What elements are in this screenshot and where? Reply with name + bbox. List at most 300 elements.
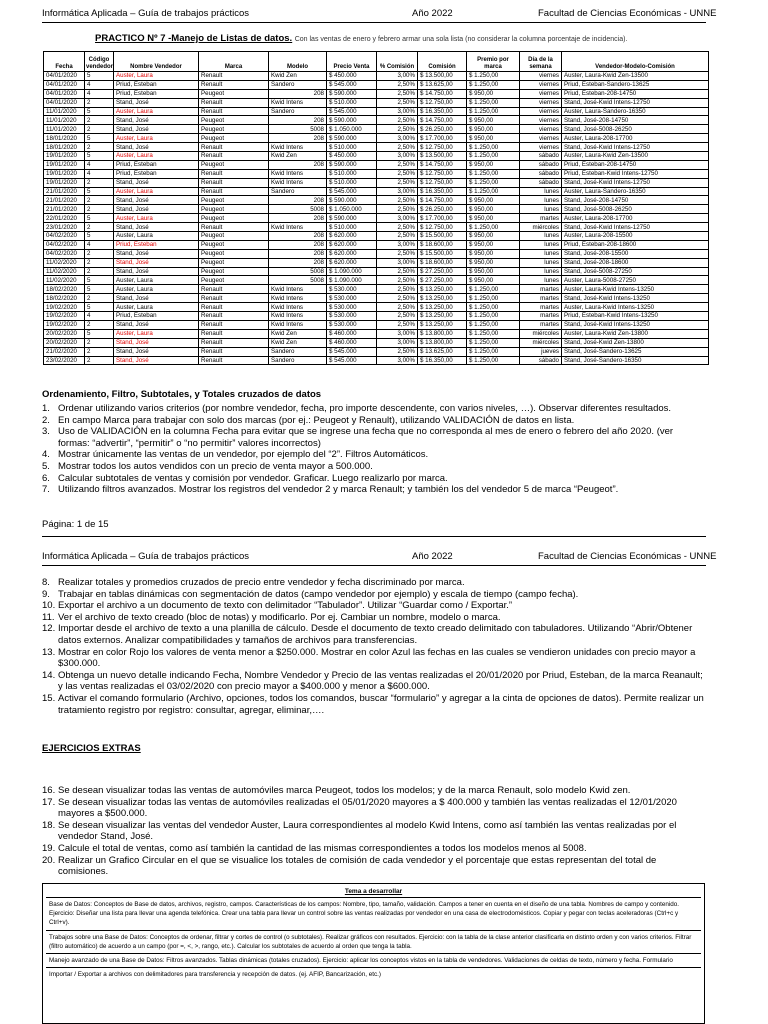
- cell-comision: $ 12.750,00: [418, 98, 467, 107]
- cell-fecha: 19/02/2020: [44, 303, 85, 312]
- cell-marca: Peugeot: [199, 116, 269, 125]
- cell-modelo: Kwid Intens: [269, 178, 327, 187]
- cell-comision: $ 13.500,00: [418, 152, 467, 161]
- list-item-number: 14.: [42, 669, 56, 681]
- cell-pct: 2,50%: [377, 116, 418, 125]
- cell-premio: $ 950,00: [467, 116, 520, 125]
- table-row: [44, 196, 709, 205]
- cell-fecha: 20/02/2020: [44, 329, 85, 338]
- cell-vmc: Priud, Esteban-Kwid Intens-12750: [562, 169, 709, 178]
- cell-dia: lunes: [520, 232, 562, 241]
- cell-modelo: Kwid Intens: [269, 303, 327, 312]
- cell-modelo: Kwid Intens: [269, 223, 327, 232]
- cell-nombre: Auster, Laura: [114, 276, 199, 285]
- cell-pct: 3,00%: [377, 152, 418, 161]
- list-item-number: 17.: [42, 796, 56, 808]
- cell-comision: $ 13.250,00: [418, 285, 467, 294]
- cell-modelo: 5008: [269, 267, 327, 276]
- cell-modelo: Kwid Intens: [269, 320, 327, 329]
- list-item-text: Utilizando filtros avanzados. Mostrar los registros del vendedor 2 y marca Renault; y también los del vendedor 5 de marca “Peugeot”.: [58, 484, 619, 496]
- list-item-number: 7.: [42, 484, 50, 496]
- cell-modelo: Sandero: [269, 107, 327, 116]
- table-row: [44, 134, 709, 143]
- cell-comision: $ 15.500,00: [418, 249, 467, 258]
- cell-modelo: Sandero: [269, 347, 327, 356]
- cell-fecha: 11/01/2020: [44, 116, 85, 125]
- cell-comision: $ 27.250,00: [418, 267, 467, 276]
- cell-modelo: Kwid Zen: [269, 72, 327, 81]
- list-item-text: Se desean visualizar todas las ventas de automóviles realizadas el 05/01/2020 mayores a $ 400.000 y también las ventas realizadas el 12/01/2020 mayores a $500.000.: [58, 796, 677, 820]
- cell-nombre: Stand, José: [114, 196, 199, 205]
- cell-fecha: 19/01/2020: [44, 160, 85, 169]
- cell-fecha: 11/01/2020: [44, 125, 85, 134]
- cell-codigo: 4: [85, 89, 114, 98]
- cell-modelo: Kwid Zen: [269, 338, 327, 347]
- cell-vmc: Stand, José-208-18600: [562, 258, 709, 267]
- list-item: [42, 855, 704, 878]
- cell-pct: 3,00%: [377, 356, 418, 365]
- cell-comision: $ 16.350,00: [418, 187, 467, 196]
- cell-pct: 2,50%: [377, 178, 418, 187]
- table-row: [44, 107, 709, 116]
- cell-nombre: Stand, José: [114, 294, 199, 303]
- cell-pct: 2,50%: [377, 267, 418, 276]
- cell-premio: $ 950,00: [467, 240, 520, 249]
- cell-pct: 2,50%: [377, 320, 418, 329]
- list-item-number: 8.: [42, 577, 50, 588]
- cell-pct: 3,00%: [377, 214, 418, 223]
- list-item-text: Se desean visualizar las ventas del vendedor Auster, Laura correspondientes al modelo Kwid Intens, como así también las ventas realizadas por el vendedor Stand, José.: [58, 819, 677, 843]
- cell-comision: $ 14.750,00: [418, 89, 467, 98]
- list-item: [42, 843, 704, 855]
- cell-nombre: Stand, José: [114, 125, 199, 134]
- cell-precio: $ 590.000: [327, 89, 377, 98]
- list-item-number: 1.: [42, 403, 50, 414]
- cell-pct: 2,50%: [377, 232, 418, 241]
- cell-marca: Peugeot: [199, 232, 269, 241]
- table-row: [44, 98, 709, 107]
- list-item: [42, 600, 704, 612]
- list-item: [42, 612, 704, 624]
- cell-comision: $ 14.750,00: [418, 116, 467, 125]
- cell-pct: 2,50%: [377, 125, 418, 134]
- table-row: [44, 258, 709, 267]
- cell-vmc: Stand, José-208-14750: [562, 196, 709, 205]
- cell-vmc: Auster, Laura-Sandero-16350: [562, 187, 709, 196]
- cell-nombre: Priud, Esteban: [114, 312, 199, 321]
- cell-precio: $ 530.000: [327, 320, 377, 329]
- cell-vmc: Auster, Laura-Kwid Zen-13500: [562, 152, 709, 161]
- cell-modelo: 208: [269, 232, 327, 241]
- cell-fecha: 04/01/2020: [44, 89, 85, 98]
- cell-marca: Renault: [199, 98, 269, 107]
- cell-marca: Peugeot: [199, 196, 269, 205]
- cell-modelo: 208: [269, 134, 327, 143]
- cell-vmc: Auster, Laura-Kwid Zen-13500: [562, 72, 709, 81]
- cell-modelo: 5008: [269, 276, 327, 285]
- list-item-text: Se desean visualizar todas las ventas de automóviles marca Peugeot, todos los modelos; y de la marca Renault, solo modelo Kwid zen.: [58, 785, 631, 796]
- cell-fecha: 19/01/2020: [44, 178, 85, 187]
- cell-pct: 2,50%: [377, 80, 418, 89]
- cell-nombre: Stand, José: [114, 178, 199, 187]
- cell-marca: Peugeot: [199, 258, 269, 267]
- cell-comision: $ 27.250,00: [418, 276, 467, 285]
- cell-nombre: Stand, José: [114, 320, 199, 329]
- cell-nombre: Priud, Esteban: [114, 169, 199, 178]
- page-break-line: [42, 536, 706, 537]
- course-title: Informática Aplicada – Guía de trabajos prácticos: [42, 8, 250, 19]
- cell-pct: 3,00%: [377, 258, 418, 267]
- cell-nombre: Priud, Esteban: [114, 89, 199, 98]
- col-header-marca: Marca: [199, 52, 269, 72]
- extras-list: [42, 785, 704, 878]
- course-title: Informática Aplicada – Guía de trabajos prácticos: [42, 551, 250, 562]
- cell-fecha: 23/01/2020: [44, 223, 85, 232]
- cell-codigo: 4: [85, 80, 114, 89]
- cell-modelo: Sandero: [269, 187, 327, 196]
- cell-dia: viernes: [520, 98, 562, 107]
- cell-fecha: 11/02/2020: [44, 267, 85, 276]
- cell-nombre: Stand, José: [114, 267, 199, 276]
- table-row: [44, 205, 709, 214]
- table-row: [44, 223, 709, 232]
- cell-precio: $ 1.090.000: [327, 267, 377, 276]
- cell-nombre: Stand, José: [114, 116, 199, 125]
- cell-fecha: 19/02/2020: [44, 320, 85, 329]
- cell-comision: $ 16.350,00: [418, 107, 467, 116]
- list-item: [42, 473, 707, 485]
- cell-dia: martes: [520, 303, 562, 312]
- cell-marca: Peugeot: [199, 214, 269, 223]
- cell-fecha: 04/01/2020: [44, 98, 85, 107]
- cell-nombre: Auster, Laura: [114, 285, 199, 294]
- cell-precio: $ 510.000: [327, 178, 377, 187]
- list-item-number: 16.: [42, 785, 56, 796]
- cell-marca: Renault: [199, 356, 269, 365]
- col-header-comision: Comisión: [418, 52, 467, 72]
- cell-pct: 2,50%: [377, 347, 418, 356]
- cell-premio: $ 950,00: [467, 249, 520, 258]
- cell-pct: 2,50%: [377, 249, 418, 258]
- cell-premio: $ 1.250,00: [467, 107, 520, 116]
- cell-fecha: 18/02/2020: [44, 294, 85, 303]
- cell-fecha: 18/01/2020: [44, 143, 85, 152]
- list-item-number: 5.: [42, 460, 50, 472]
- cell-marca: Renault: [199, 312, 269, 321]
- cell-fecha: 21/02/2020: [44, 347, 85, 356]
- cell-vmc: Auster, Laura-208-15500: [562, 232, 709, 241]
- cell-codigo: 4: [85, 160, 114, 169]
- cell-dia: viernes: [520, 125, 562, 134]
- list-item-text: Trabajar en tablas dinámicas con segmentación de datos (campo vendedor por ejemplo) y escala de tiempo (campo fecha).: [58, 588, 579, 600]
- cell-dia: jueves: [520, 347, 562, 356]
- topics-title: Tema a desarrollar: [46, 886, 701, 898]
- cell-codigo: 5: [85, 214, 114, 223]
- cell-codigo: 2: [85, 116, 114, 125]
- page-number: Página: 1 de 15: [42, 519, 109, 530]
- cell-codigo: 2: [85, 338, 114, 347]
- cell-dia: miércoles: [520, 223, 562, 232]
- table-row: [44, 152, 709, 161]
- cell-vmc: Priud, Esteban-208-18600: [562, 240, 709, 249]
- topics-box: [42, 883, 705, 1024]
- cell-vmc: Stand, José-5008-27250: [562, 267, 709, 276]
- cell-codigo: 2: [85, 347, 114, 356]
- cell-premio: $ 950,00: [467, 276, 520, 285]
- list-item: [42, 403, 707, 415]
- cell-codigo: 5: [85, 72, 114, 81]
- list-item-number: 10.: [42, 600, 56, 612]
- cell-vmc: Stand, José-Kwid Intens-13250: [562, 320, 709, 329]
- cell-pct: 3,00%: [377, 72, 418, 81]
- cell-vmc: Stand, José-Kwid Zen-13800: [562, 338, 709, 347]
- cell-fecha: 11/02/2020: [44, 258, 85, 267]
- table-row: [44, 80, 709, 89]
- list-item-number: 2.: [42, 414, 50, 426]
- cell-nombre: Priud, Esteban: [114, 80, 199, 89]
- cell-nombre: Auster, Laura: [114, 134, 199, 143]
- cell-precio: $ 460.000: [327, 338, 377, 347]
- cell-pct: 2,50%: [377, 169, 418, 178]
- cell-fecha: 21/01/2020: [44, 196, 85, 205]
- cell-precio: $ 545.000: [327, 187, 377, 196]
- cell-premio: $ 1.250,00: [467, 187, 520, 196]
- cell-premio: $ 1.250,00: [467, 143, 520, 152]
- cell-codigo: 2: [85, 356, 114, 365]
- cell-comision: $ 26.250,00: [418, 125, 467, 134]
- cell-dia: martes: [520, 214, 562, 223]
- cell-nombre: Stand, José: [114, 205, 199, 214]
- col-header-vmc: Vendedor-Modelo-Comisión: [562, 52, 709, 72]
- cell-precio: $ 590.000: [327, 116, 377, 125]
- cell-premio: $ 950,00: [467, 160, 520, 169]
- cell-nombre: Stand, José: [114, 249, 199, 258]
- list-item: [42, 820, 704, 843]
- cell-nombre: Auster, Laura: [114, 72, 199, 81]
- cell-dia: martes: [520, 285, 562, 294]
- cell-precio: $ 510.000: [327, 143, 377, 152]
- topic-row: Trabajos sobre una Base de Datos: Conceptos de ordenar, filtrar y cortes de control (o subtotales). Realizar gráficos con resultados. Ejercicio: con la tabla de la clase anterior clasificarla en distinto orden y con varios criterios. Filtrar (filtro automático) de acuerdo a un campo (por =, <, >, rango, etc.). Calcular los subtotales de acuerdo al orden que tenga la tabla.: [46, 931, 701, 954]
- cell-marca: Renault: [199, 143, 269, 152]
- table-row: [44, 356, 709, 365]
- cell-codigo: 5: [85, 107, 114, 116]
- sales-table: [43, 51, 709, 365]
- table-row: [44, 285, 709, 294]
- cell-comision: $ 17.700,00: [418, 134, 467, 143]
- list-item-number: 11.: [42, 611, 55, 623]
- list-item: [42, 577, 704, 589]
- list-item-number: 6.: [42, 472, 50, 484]
- table-row: [44, 232, 709, 241]
- col-header-codigo: Código vendedor: [85, 52, 114, 72]
- cell-precio: $ 530.000: [327, 294, 377, 303]
- cell-vmc: Stand, José-208-15500: [562, 249, 709, 258]
- col-header-nombre: Nombre Vendedor: [114, 52, 199, 72]
- cell-modelo: 208: [269, 160, 327, 169]
- cell-premio: $ 1.250,00: [467, 338, 520, 347]
- cell-pct: 2,50%: [377, 303, 418, 312]
- cell-modelo: 208: [269, 249, 327, 258]
- cell-codigo: 5: [85, 276, 114, 285]
- cell-pct: 3,00%: [377, 187, 418, 196]
- topic-row: Manejo avanzado de una Base de Datos: Filtros avanzados. Tablas dinámicas (totales cruzados). Ejercicio: aplicar los conceptos vistos en la tabla de vendedores. Validaciones de celdas de texto, número y fecha. Formulario: [46, 954, 701, 968]
- cell-pct: 2,50%: [377, 223, 418, 232]
- cell-modelo: Sandero: [269, 356, 327, 365]
- cell-vmc: Stand, José-Kwid Intens-12750: [562, 178, 709, 187]
- cell-codigo: 2: [85, 178, 114, 187]
- cell-precio: $ 620.000: [327, 249, 377, 258]
- sales-table-body: [44, 72, 709, 365]
- cell-fecha: 19/01/2020: [44, 152, 85, 161]
- cell-vmc: Priud, Esteban-Sandero-13625: [562, 80, 709, 89]
- cell-pct: 2,50%: [377, 205, 418, 214]
- list-item-number: 12.: [42, 623, 56, 635]
- table-row: [44, 312, 709, 321]
- cell-dia: viernes: [520, 143, 562, 152]
- cell-dia: martes: [520, 320, 562, 329]
- list-item-text: Uso de VALIDACIÓN en la columna Fecha para evitar que se ingrese una fecha que no corresponda al mes de enero o febrero del año 2020. (ver formas: “advertir”, “permitir” o “no permitir” valores incorrectos): [58, 426, 674, 449]
- practice-note: Con las ventas de enero y febrero armar una sola lista (no considerar la columna porcentaje de incidencia).: [294, 36, 628, 43]
- list-item: [42, 449, 707, 461]
- cell-modelo: 208: [269, 116, 327, 125]
- cell-marca: Renault: [199, 320, 269, 329]
- col-header-pct: % Comisión: [377, 52, 418, 72]
- cell-pct: 3,00%: [377, 329, 418, 338]
- cell-precio: $ 1.050.000: [327, 125, 377, 134]
- cell-pct: 2,50%: [377, 294, 418, 303]
- cell-premio: $ 1.250,00: [467, 152, 520, 161]
- cell-precio: $ 590.000: [327, 134, 377, 143]
- cell-nombre: Auster, Laura: [114, 107, 199, 116]
- cell-comision: $ 13.250,00: [418, 294, 467, 303]
- cell-fecha: 04/02/2020: [44, 232, 85, 241]
- cell-marca: Peugeot: [199, 89, 269, 98]
- cell-pct: 2,50%: [377, 196, 418, 205]
- table-row: [44, 320, 709, 329]
- list-item-text: Ver el archivo de texto creado (bloc de notas) y modificarlo. Por ej. Cambiar un nombre, modelo o marca.: [58, 611, 501, 623]
- table-row: [44, 276, 709, 285]
- cell-precio: $ 590.000: [327, 196, 377, 205]
- cell-marca: Renault: [199, 72, 269, 81]
- cell-dia: sábado: [520, 178, 562, 187]
- cell-modelo: 5008: [269, 205, 327, 214]
- table-row: [44, 72, 709, 81]
- cell-marca: Peugeot: [199, 205, 269, 214]
- practice-title-line: [95, 33, 627, 44]
- cell-codigo: 5: [85, 285, 114, 294]
- cell-premio: $ 1.250,00: [467, 72, 520, 81]
- cell-comision: $ 13.250,00: [418, 303, 467, 312]
- cell-comision: $ 18.600,00: [418, 240, 467, 249]
- cell-marca: Renault: [199, 347, 269, 356]
- cell-codigo: 2: [85, 205, 114, 214]
- table-row: [44, 89, 709, 98]
- cell-vmc: Stand, José-Sandero-16350: [562, 356, 709, 365]
- cell-fecha: 21/01/2020: [44, 205, 85, 214]
- table-row: [44, 267, 709, 276]
- table-row: [44, 294, 709, 303]
- list-item-text: Activar el comando formulario (Archivo, opciones, todos los comandos, buscar “formulario” y agregar a la cinta de opciones de datos). Permite realizar un tratamiento registro por registro: consultar, agregar, eliminar,….: [58, 692, 704, 716]
- header-faculty: Facultad de Ciencias Económicas - UNNE: [538, 8, 717, 19]
- table-row: [44, 303, 709, 312]
- cell-marca: Renault: [199, 107, 269, 116]
- cell-premio: $ 950,00: [467, 214, 520, 223]
- table-row: [44, 187, 709, 196]
- cell-dia: lunes: [520, 187, 562, 196]
- cell-modelo: Kwid Intens: [269, 143, 327, 152]
- cell-dia: miércoles: [520, 329, 562, 338]
- cell-premio: $ 1.250,00: [467, 223, 520, 232]
- cell-modelo: 208: [269, 89, 327, 98]
- list-item-text: Realizar totales y promedios cruzados de precio entre vendedor y fecha discriminado por marca.: [58, 577, 465, 588]
- cell-comision: $ 13.625,00: [418, 347, 467, 356]
- cell-pct: 3,00%: [377, 134, 418, 143]
- cell-premio: $ 1.250,00: [467, 356, 520, 365]
- cell-dia: sábado: [520, 169, 562, 178]
- cell-fecha: 04/01/2020: [44, 72, 85, 81]
- cell-vmc: Stand, José-Kwid Intens-12750: [562, 223, 709, 232]
- cell-fecha: 19/02/2020: [44, 312, 85, 321]
- cell-modelo: 5008: [269, 125, 327, 134]
- table-header-row: [44, 52, 709, 72]
- list-item: [42, 623, 704, 646]
- cell-fecha: 18/01/2020: [44, 134, 85, 143]
- cell-codigo: 2: [85, 125, 114, 134]
- cell-dia: sábado: [520, 152, 562, 161]
- cell-precio: $ 530.000: [327, 312, 377, 321]
- cell-vmc: Stand, José-Kwid Intens-13250: [562, 294, 709, 303]
- cell-dia: lunes: [520, 240, 562, 249]
- list-item: [42, 461, 707, 473]
- cell-marca: Renault: [199, 80, 269, 89]
- cell-vmc: Auster, Laura-208-17700: [562, 214, 709, 223]
- cell-marca: Renault: [199, 178, 269, 187]
- list-item-text: En campo Marca para trabajar con solo dos marcas (por ej.: Peugeot y Renault), utilizando VALIDACIÓN de datos en lista.: [58, 414, 575, 426]
- cell-comision: $ 12.750,00: [418, 178, 467, 187]
- cell-precio: $ 545.000: [327, 347, 377, 356]
- cell-comision: $ 18.600,00: [418, 258, 467, 267]
- practice-title: PRACTICO Nº 7 -Manejo de Listas de datos.: [95, 33, 293, 44]
- list-item-number: 3.: [42, 426, 50, 438]
- list-item: [42, 426, 707, 449]
- cell-precio: $ 510.000: [327, 98, 377, 107]
- cell-comision: $ 12.750,00: [418, 169, 467, 178]
- col-header-fecha: Fecha: [44, 52, 85, 72]
- cell-vmc: Stand, José-Kwid Intens-12750: [562, 143, 709, 152]
- list-item-text: Ordenar utilizando varios criterios (por nombre vendedor, fecha, pro importe descendente, con varios niveles, …). Observar diferentes resultados.: [58, 403, 672, 414]
- cell-precio: $ 510.000: [327, 169, 377, 178]
- cell-marca: Peugeot: [199, 276, 269, 285]
- list-item-text: Obtenga un nuevo detalle indicando Fecha, Nombre Vendedor y Precio de las ventas realizadas el 20/01/2020 por Priud, Esteban, de la marca Reanault; y las ventas realizadas el 03/02/2020 con precio mayor a $400.000 y menor a $600.000.: [58, 669, 703, 693]
- cell-dia: viernes: [520, 89, 562, 98]
- list-item: [42, 670, 704, 693]
- cell-fecha: 04/02/2020: [44, 249, 85, 258]
- cell-codigo: 4: [85, 240, 114, 249]
- cell-dia: lunes: [520, 267, 562, 276]
- table-row: [44, 214, 709, 223]
- cell-precio: $ 590.000: [327, 160, 377, 169]
- cell-vmc: Stand, José-5008-26250: [562, 125, 709, 134]
- cell-codigo: 2: [85, 249, 114, 258]
- cell-dia: lunes: [520, 205, 562, 214]
- cell-codigo: 4: [85, 312, 114, 321]
- cell-codigo: 5: [85, 329, 114, 338]
- list-item-text: Calcular subtotales de ventas y comisión por vendedor. Graficar. Luego realizarlo por marca.: [58, 472, 448, 484]
- cell-precio: $ 545.000: [327, 107, 377, 116]
- cell-fecha: 22/01/2020: [44, 214, 85, 223]
- cell-nombre: Stand, José: [114, 338, 199, 347]
- list-item: [42, 484, 707, 496]
